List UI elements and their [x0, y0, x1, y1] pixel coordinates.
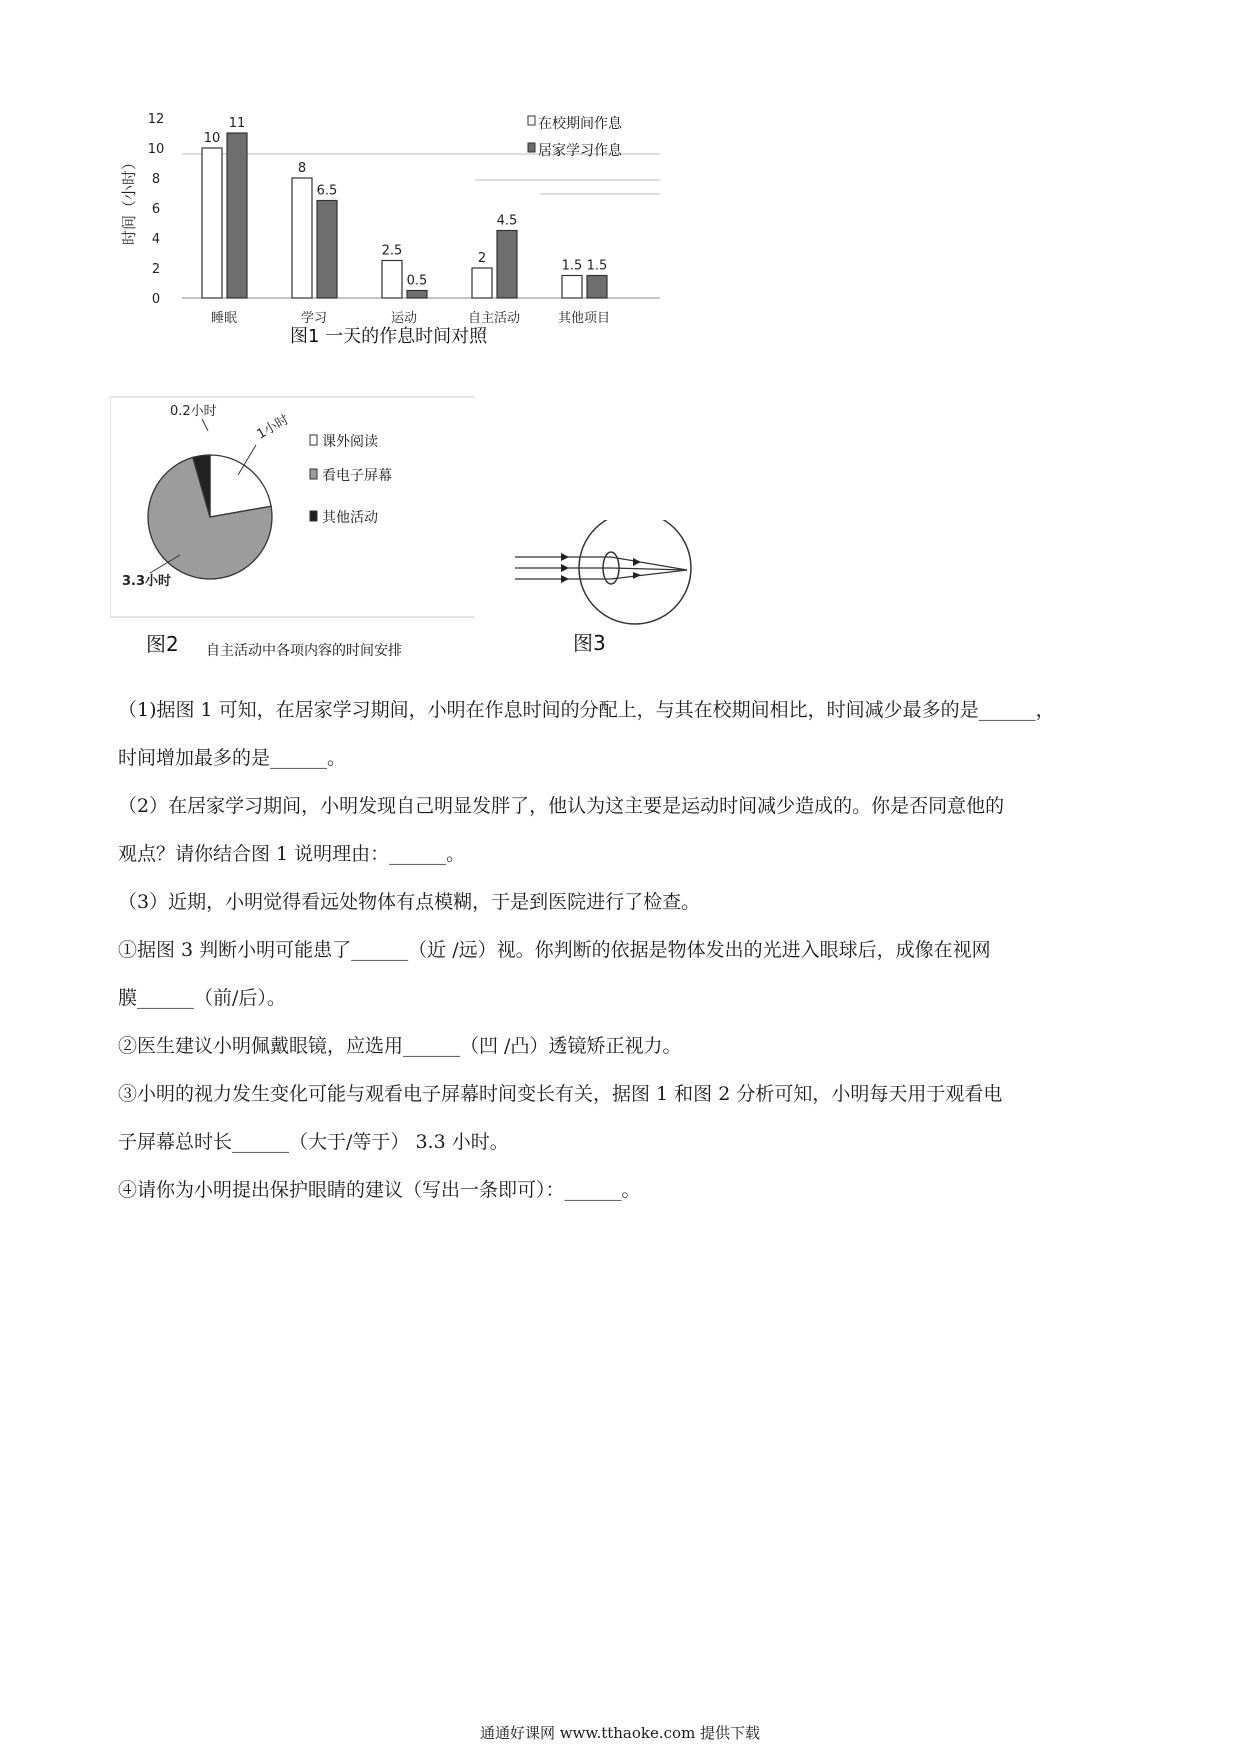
ray-arrow-1 — [561, 553, 569, 561]
question-2-line-2: 观点？请你结合图 1 说明理由：______。 — [118, 843, 466, 865]
ray-arrow-2 — [561, 564, 569, 572]
question-3-3-line-2: 子屏幕总时长______（大于/等于） 3.3 小时。 — [118, 1131, 509, 1153]
question-1-line-1: （1)据图 1 可知，在居家学习期间，小明在作息时间的分配上，与其在校期间相比，时间减少最多的是______， — [118, 699, 1055, 721]
category-label: 学习 — [300, 311, 328, 326]
bar-value-label: 11 — [228, 116, 246, 131]
figure3-eye-diagram — [515, 520, 725, 660]
bar-value-label: 1.5 — [586, 258, 608, 274]
category-label: 自主活动 — [467, 311, 521, 326]
legend-swatch-screen — [310, 469, 317, 479]
bar-value-label: 0.5 — [406, 273, 428, 289]
category-label: 其他项目 — [557, 311, 611, 326]
bar-value-label: 2.5 — [381, 243, 403, 259]
question-3-intro: （3）近期，小明觉得看远处物体有点模糊，于是到医院进行了检查。 — [118, 891, 701, 913]
bar — [562, 276, 582, 299]
slice-label-other: 0.2小时 — [170, 404, 217, 419]
question-3-4: ④请你为小明提出保护眼睛的建议（写出一条即可）：______。 — [118, 1179, 641, 1201]
legend-swatch-other — [310, 511, 317, 521]
bar — [317, 201, 337, 299]
figure2-number: 图2 — [146, 632, 179, 656]
y-tick-label: 10 — [147, 142, 165, 157]
legend-label-school: 在校期间作息 — [538, 116, 622, 132]
figure1-bar-chart — [120, 100, 680, 375]
figure2-pie-chart — [110, 395, 480, 665]
pie-slices — [148, 455, 272, 579]
bar — [472, 268, 492, 298]
category-label: 睡眠 — [210, 311, 238, 326]
page-footer: 通通好课网 www.tthaoke.com 提供下载 — [479, 1724, 761, 1742]
ray-arrow-4 — [633, 558, 641, 566]
question-2-line-1: （2）在居家学习期间，小明发现自己明显发胖了，他认为这主要是运动时间减少造成的。你是否同意他的 — [118, 795, 1005, 817]
question-3-1-line-1: ①据图 3 判断小明可能患了______（近 /远）视。你判断的依据是物体发出的光进入眼球后，成像在视网 — [118, 939, 991, 961]
bar — [497, 231, 517, 299]
bar-value-label: 2 — [477, 251, 487, 266]
bar — [407, 291, 427, 299]
refracted-ray-3 — [611, 570, 687, 579]
question-3-2: ②医生建议小明佩戴眼镜，应选用______（凹 /凸）透镜矫正视力。 — [118, 1035, 682, 1057]
legend-label-other: 其他活动 — [322, 510, 378, 526]
bar — [202, 148, 222, 298]
legend-label-screen: 看电子屏幕 — [322, 468, 392, 484]
bar-value-label: 10 — [203, 131, 221, 146]
slice-label-screen: 3.3小时 — [122, 574, 172, 589]
slice-label-reading: 1小时 — [254, 412, 292, 443]
bar — [292, 178, 312, 298]
figure2-caption: 自主活动中各项内容的时间安排 — [206, 643, 402, 659]
legend-swatch-home — [528, 143, 535, 152]
y-tick-labels — [148, 112, 165, 307]
y-tick-label: 2 — [151, 262, 161, 277]
legend-label-reading: 课外阅读 — [322, 434, 378, 450]
question-3-3-line-1: ③小明的视力发生变化可能与观看电子屏幕时间变长有关，据图 1 和图 2 分析可知，小明每天用于观看电 — [118, 1083, 1003, 1105]
bar-value-label: 8 — [297, 161, 307, 176]
y-tick-label: 8 — [151, 172, 161, 187]
y-tick-label: 12 — [147, 112, 165, 127]
y-axis-label: 时间（小时） — [120, 154, 138, 245]
legend-swatch-reading — [310, 435, 317, 445]
y-tick-label: 6 — [151, 202, 161, 217]
ray-arrow-5 — [633, 572, 641, 579]
bar — [587, 276, 607, 299]
category-labels — [211, 310, 610, 326]
y-tick-label: 4 — [151, 232, 161, 247]
question-3-1-line-2: 膜______（前/后）。 — [118, 987, 286, 1009]
bar-value-label: 1.5 — [561, 258, 583, 274]
y-tick-label: 0 — [151, 292, 161, 307]
bar-value-label: 6.5 — [316, 183, 338, 199]
bar — [227, 133, 247, 298]
bar — [382, 261, 402, 299]
question-1-line-2: 时间增加最多的是______。 — [118, 747, 347, 769]
bar-value-label: 4.5 — [496, 213, 518, 229]
category-label: 运动 — [390, 311, 418, 326]
ray-arrow-3 — [561, 575, 569, 583]
legend-swatch-school — [528, 116, 535, 125]
leader-other — [202, 419, 208, 431]
figure3-label: 图3 — [573, 631, 606, 655]
figure1-caption: 图1 一天的作息时间对照 — [290, 326, 488, 347]
legend-label-home: 居家学习作息 — [538, 143, 622, 159]
